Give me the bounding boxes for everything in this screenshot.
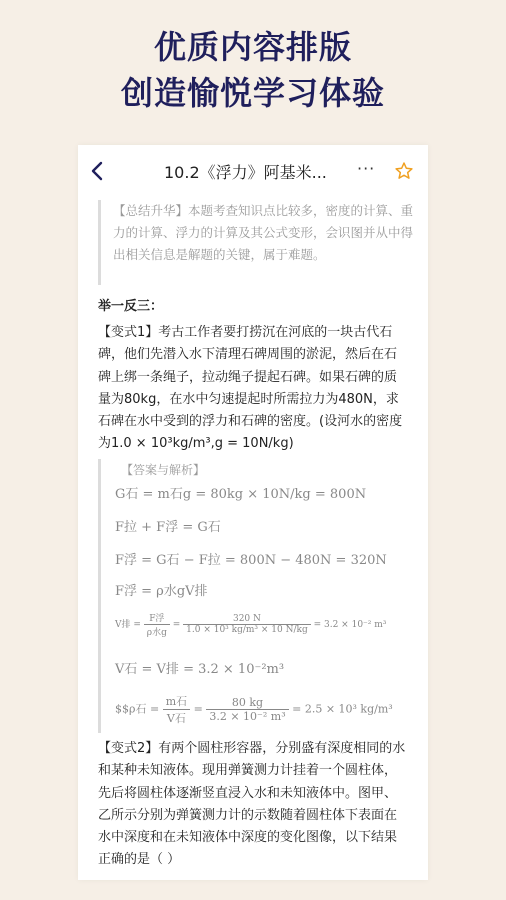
volume-result: = 3.2 × 10⁻² m³ <box>313 620 387 630</box>
star-outline-icon[interactable] <box>394 161 414 181</box>
summary-quote <box>98 200 418 285</box>
density-fraction-1 <box>163 693 190 726</box>
volume-equals: = <box>172 620 181 630</box>
answer-quote <box>98 459 413 733</box>
volume-num-1: F浮 <box>144 611 170 625</box>
formula-gravity: G石 = m石g = 80kg × 10N/kg = 800N <box>115 487 367 502</box>
summary-text: 【总结升华】本题考查知识点比较多，密度的计算、重力的计算、浮力的计算及其公式变形，会识图并从中得出相关信息是解题的关键，属于难题。 <box>113 203 414 262</box>
section-title: 举一反三： <box>98 299 164 314</box>
density-den-2: 3.2 × 10⁻² m³ <box>209 710 286 723</box>
volume-num-2: 320 N <box>183 614 311 625</box>
density-num-2: 80 kg <box>206 696 288 710</box>
density-fraction-2 <box>206 696 288 723</box>
volume-den-1: ρ水g <box>146 628 167 638</box>
volume-den-2: 1.0 × 10³ kg/m³ × 10 N/kg <box>186 625 308 635</box>
answer-title: 【答案与解析】 <box>121 463 206 477</box>
density-equals: = <box>193 702 203 716</box>
volume-fraction-2 <box>183 614 311 635</box>
formula-force-balance: F拉 + F浮 = G石 <box>115 520 221 535</box>
density-den-1: V石 <box>166 712 186 725</box>
formula-volume <box>115 611 397 638</box>
density-num-1: m石 <box>163 693 190 710</box>
phone-screen <box>78 145 428 880</box>
promo-headline-2: 创造愉悦学习体验 <box>120 74 385 112</box>
promo-headline-1: 优质内容排版 <box>153 28 352 66</box>
density-lhs: $$ρ石 = <box>115 702 160 716</box>
variant1-text: 【变式1】考古工作者要打捞沉在河底的一块古代石碑，他们先潜入水下清理石碑周围的淤泥，然后在石碑上绑一条绳子，拉动绳子提起石碑。如果石碑的质量为80kg，在水中匀速提起时所需拉力为480N，求石碑在水中受到的浮力和石碑的密度。(设河水的密度为1.0 × 10³kg/m³,g = 10N/kg) <box>98 325 403 452</box>
top-navigation-bar <box>78 145 428 199</box>
density-result: = 2.5 × 10³ kg/m³ <box>292 702 393 716</box>
more-options-icon[interactable]: ··· <box>357 159 376 178</box>
volume-lhs: V排 = <box>115 620 141 630</box>
variant2-text: 【变式2】有两个圆柱形容器，分别盛有深度相同的水和某种未知液体。现用弹簧测力计挂着一个圆柱体，先后将圆柱体逐渐竖直浸入水和未知液体中。图甲、乙所示分别为弹簧测力计的示数随着圆柱体下表面在水中深度和在未知液体中深度的变化图像，以下结果正确的是（ ） <box>98 741 406 868</box>
volume-fraction-1 <box>144 611 170 638</box>
chevron-left-icon[interactable] <box>86 159 108 183</box>
formula-buoyancy: F浮 = G石 − F拉 = 800N − 480N = 320N <box>115 553 387 568</box>
formula-archimedes: F浮 = ρ水gV排 <box>115 584 208 599</box>
page-title: 10.2《浮力》阿基米... <box>164 163 327 182</box>
formula-density <box>115 693 397 726</box>
formula-stone-volume: V石 = V排 = 3.2 × 10⁻²m³ <box>115 662 285 677</box>
